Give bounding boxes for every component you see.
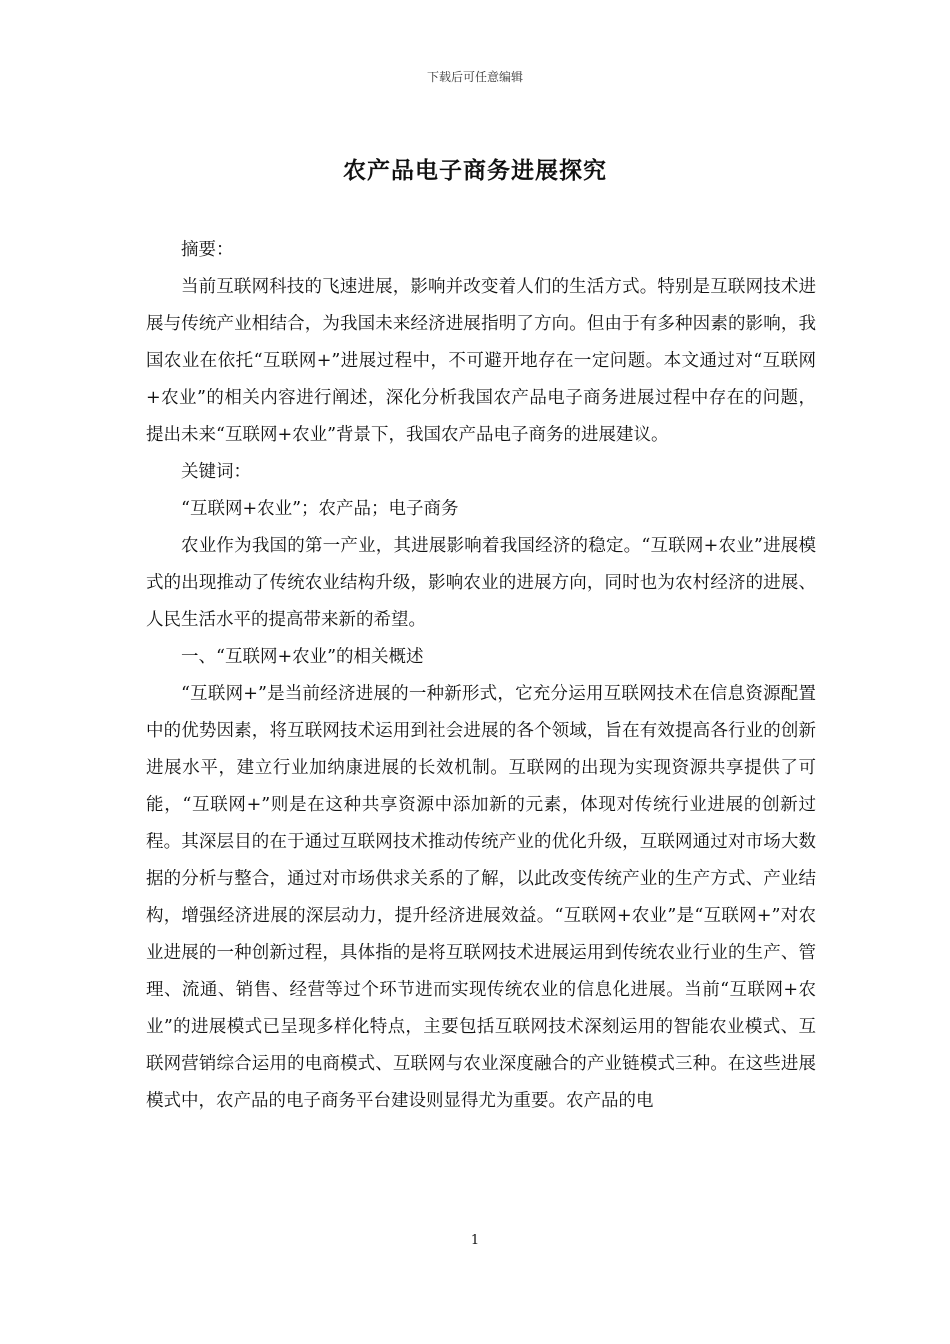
document-title: 农产品电子商务进展探究: [343, 157, 607, 184]
page-number: 1: [470, 1233, 480, 1248]
section-paragraph: “互联网+”是当前经济进展的一种新形式，它充分运用互联网技术在信息资源配置中的优势因素，将互联网技术运用到社会进展的各个领域，旨在有效提高各行业的创新进展水平，建立行业加纳康进展的长效机制。互联网的出现为实现资源共享提供了可能，“互联网+”则是在这种共享资源中添加新的元素，体现对传统行业进展的创新过程。其深层目的在于通过互联网技术推动传统产业的优化升级，互联网通过对市场大数据的分析与整合，通过对市场供求关系的了解，以此改变传统产业的生产方式、产业结构，增强经济进展的深层动力，提升经济进展效益。“互联网+农业”是“互联网+”对农业进展的一种创新过程，具体指的是将互联网技术进展运用到传统农业行业的生产、管理、流通、销售、经营等过个环节进而实现传统农业的信息化进展。当前“互联网+农业”的进展模式已呈现多样化特点，主要包括互联网技术深刻运用的智能农业模式、互联网营销综合运用的电商模式、互联网与农业深度融合的产业链模式三种。在这些进展模式中，农产品的电子商务平台建设则显得尤为重要。农产品的电: [146, 684, 816, 1111]
document-body: [146, 232, 816, 1120]
intro-paragraph: 农业作为我国的第一产业，其进展影响着我国经济的稳定。“互联网+农业”进展模式的出现推动了传统农业结构升级，影响农业的进展方向，同时也为农村经济的进展、人民生活水平的提高带来新的希望。: [146, 536, 816, 630]
keywords-label: 关键词：: [181, 462, 251, 482]
keywords-paragraph: “互联网+农业”；农产品；电子商务: [181, 499, 459, 519]
abstract-paragraph: 当前互联网科技的飞速进展，影响并改变着人们的生活方式。特别是互联网技术进展与传统产业相结合，为我国未来经济进展指明了方向。但由于有多种因素的影响，我国农业在依托“互联网+”进展过程中，不可避开地存在一定问题。本文通过对“互联网+农业”的相关内容进行阐述，深化分析我国农产品电子商务进展过程中存在的问题，提出未来“互联网+农业”背景下，我国农产品电子商务的进展建议。: [146, 277, 816, 445]
section-heading: 一、“互联网+农业”的相关概述: [181, 647, 424, 667]
abstract-label: 摘要：: [181, 240, 234, 260]
header-note: 下载后可任意编辑: [426, 70, 523, 84]
